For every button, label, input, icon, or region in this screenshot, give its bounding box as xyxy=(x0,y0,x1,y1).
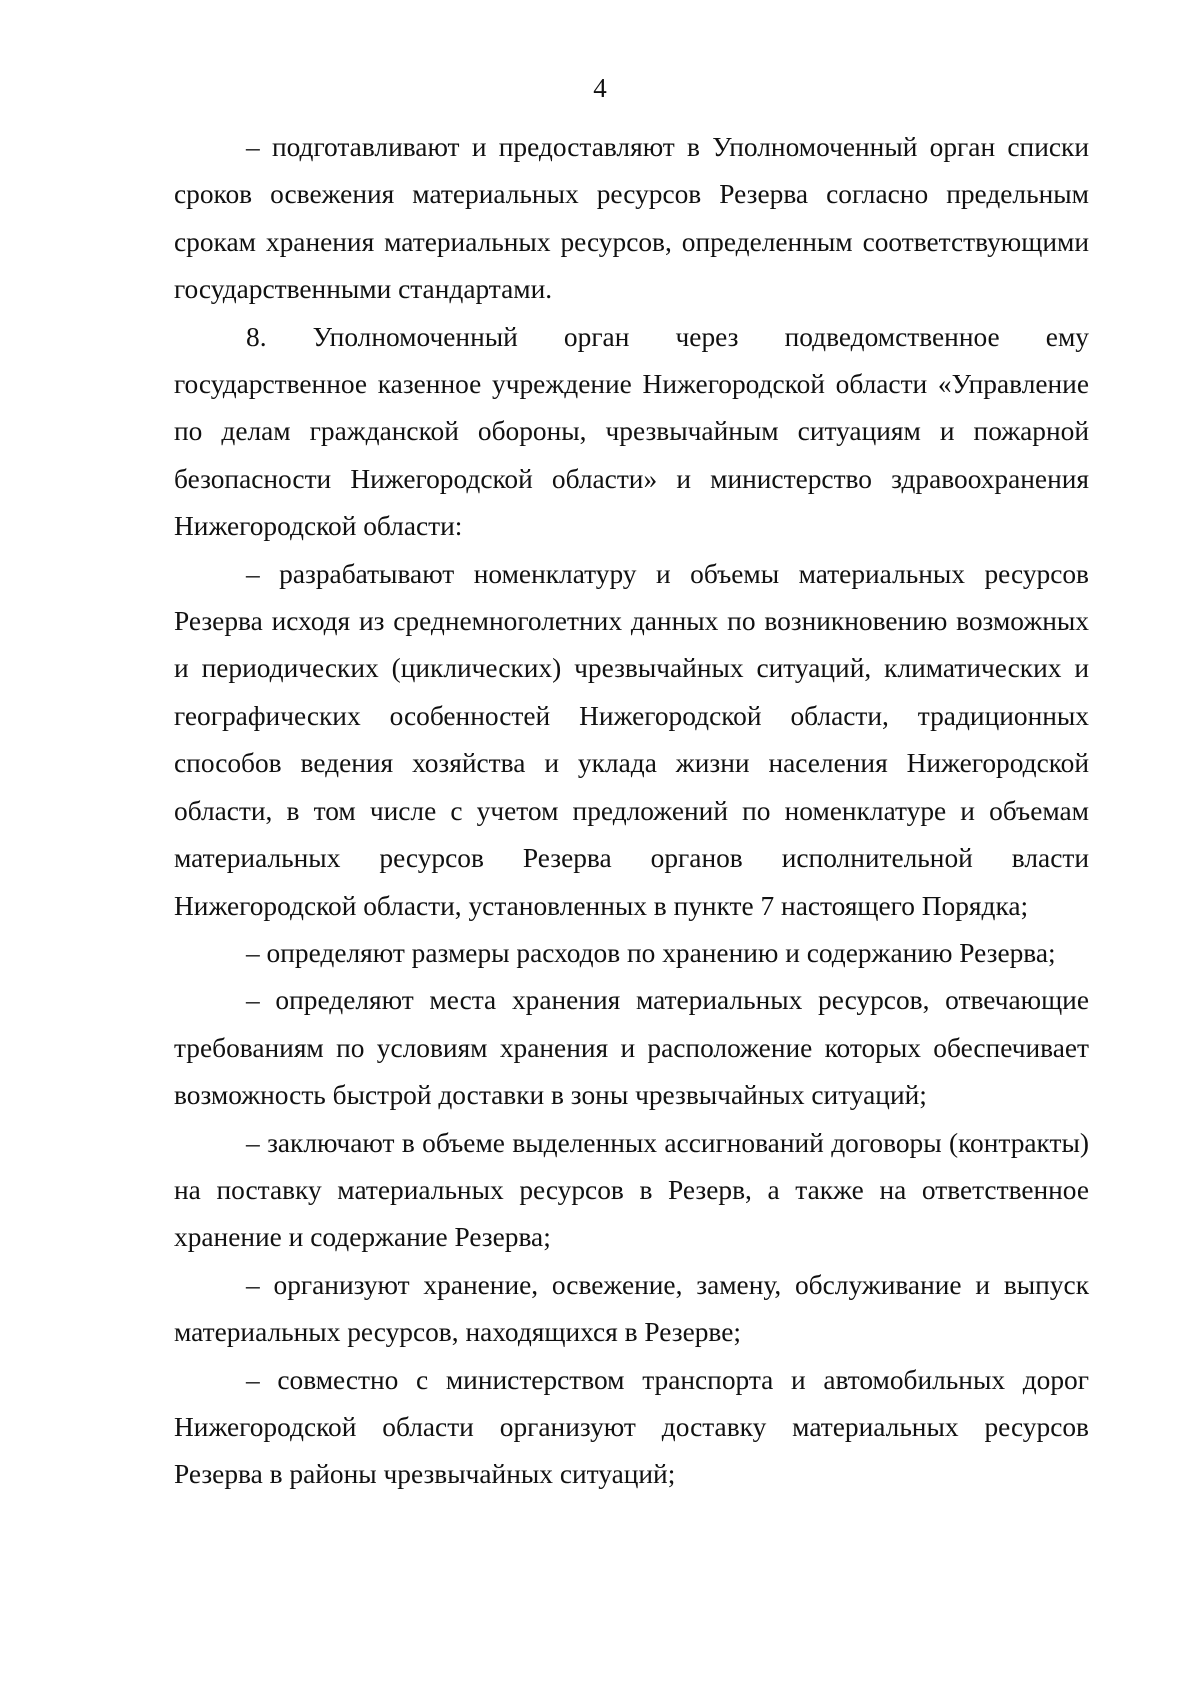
paragraph-contracts: – заключают в объеме выделенных ассигнований договоры (контракты) на поставку материальных ресурсов в Резерв, а также на ответственное хранение и содержание Резерва; xyxy=(174,1127,1089,1253)
paragraph-develop-nomenclature: – разрабатывают номенклатуру и объемы материальных ресурсов Резерва исходя из среднемноголетних данных по возникновению возможных и периодических (циклических) чрезвычайных ситуаций, климатических и географических особенностей Нижегородской области, традиционных способов ведения хозяйства и уклада жизни населения Нижегородской области, в том числе с учетом предложений по номенклатуре и объемам материальных ресурсов Резерва органов исполнительной власти Нижегородской области, установленных в пункте 7 настоящего Порядка; xyxy=(174,558,1089,921)
paragraph-organize-storage: – организуют хранение, освежение, замену, обслуживание и выпуск материальных ресурсов, находящихся в Резерве; xyxy=(174,1269,1089,1348)
paragraph-item-8-authorized-body: 8. Уполномоченный орган через подведомственное ему государственное казенное учреждение Нижегородской области «Управление по делам гражданской обороны, чрезвычайным ситуациям и пожарной безопасности Нижегородской области» и министерство здравоохранения Нижегородской области: xyxy=(174,321,1089,542)
paragraph-resource-refresh-lists: – подготавливают и предоставляют в Уполномоченный орган списки сроков освежения материальных ресурсов Резерва согласно предельным срокам хранения материальных ресурсов, определенным соответствующими государственными стандартами. xyxy=(174,132,1089,305)
page-number: 4 xyxy=(593,73,607,103)
document-body xyxy=(174,124,1089,1499)
paragraph-delivery: – совместно с министерством транспорта и автомобильных дорог Нижегородской области организуют доставку материальных ресурсов Резерва в районы чрезвычайных ситуаций; xyxy=(174,1364,1089,1490)
paragraph-determine-costs: – определяют размеры расходов по хранению и содержанию Резерва; xyxy=(246,937,1056,968)
paragraph-storage-locations: – определяют места хранения материальных ресурсов, отвечающие требованиям по условиям хранения и расположение которых обеспечивает возможность быстрой доставки в зоны чрезвычайных ситуаций; xyxy=(174,985,1089,1111)
